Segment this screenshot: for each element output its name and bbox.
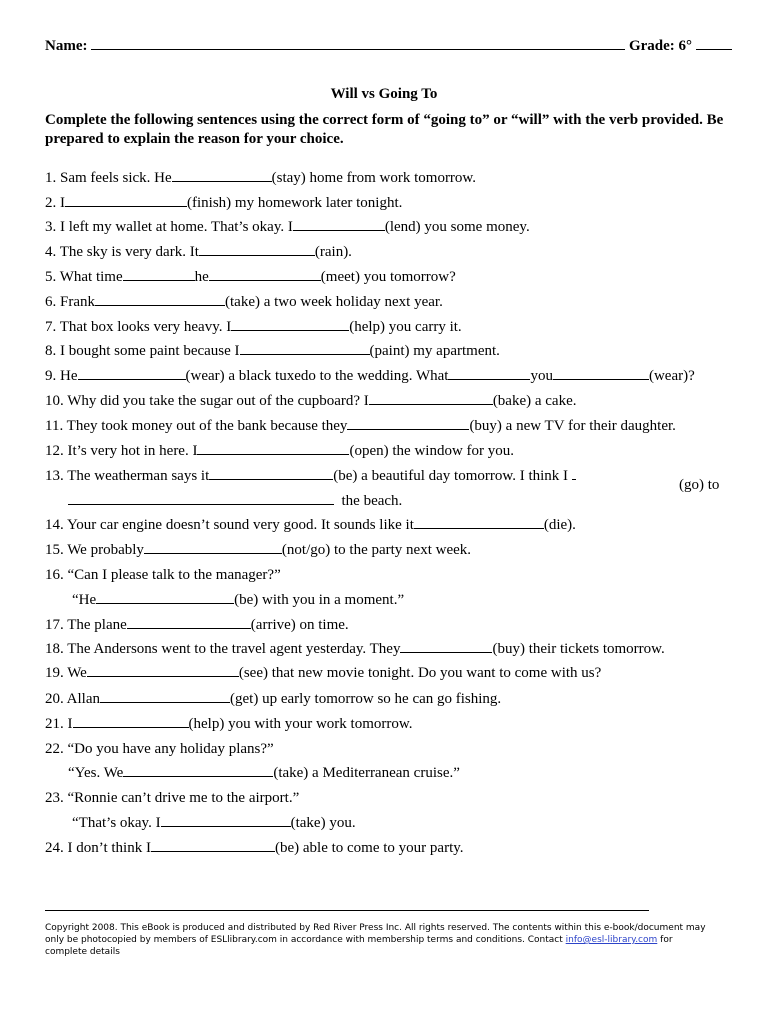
question-text: 5. What time <box>45 269 123 285</box>
question-22-answer <box>68 763 460 783</box>
question-text: 8. I bought some paint because I <box>45 343 240 359</box>
question-17 <box>45 615 349 635</box>
answer-blank[interactable] <box>95 292 225 306</box>
question-2 <box>45 193 402 213</box>
question-16 <box>45 565 281 585</box>
answer-blank[interactable] <box>123 267 195 281</box>
answer-blank[interactable] <box>87 663 239 677</box>
copyright-footer <box>45 922 715 958</box>
question-text: (bake) a cake. <box>492 393 577 409</box>
question-18 <box>45 639 665 659</box>
question-text: 22. “Do you have any holiday plans?” <box>45 741 274 757</box>
question-3 <box>45 217 530 237</box>
question-23 <box>45 788 299 808</box>
question-text: (get) up early tomorrow so he can go fishing. <box>230 691 502 707</box>
question-24 <box>45 838 464 858</box>
question-11 <box>45 416 676 436</box>
question-text: (be) able to come to your party. <box>274 840 464 856</box>
question-text: 14. Your car engine doesn’t sound very good. It sounds like it <box>45 517 414 533</box>
question-text: 24. I don’t think I <box>45 840 151 856</box>
question-text: (be) a beautiful day tomorrow. I think I <box>333 468 569 484</box>
question-4 <box>45 242 352 262</box>
question-14 <box>45 515 576 535</box>
footer-divider <box>45 910 649 911</box>
question-text: 16. “Can I please talk to the manager?” <box>45 567 281 583</box>
question-text: (paint) my apartment. <box>369 343 500 359</box>
answer-blank[interactable] <box>172 168 272 182</box>
question-text: 6. Frank <box>45 294 95 310</box>
question-16-answer <box>72 590 404 610</box>
question-21 <box>45 714 413 734</box>
question-text: (wear) a black tuxedo to the wedding. What <box>185 368 449 384</box>
answer-blank[interactable] <box>123 763 273 777</box>
question-text: (open) the window for you. <box>349 443 515 459</box>
question-text: (stay) home from work tomorrow. <box>271 170 477 186</box>
answer-blank[interactable] <box>240 341 370 355</box>
question-text: 21. I <box>45 716 73 732</box>
question-text: (take) a Mediterranean cruise.” <box>273 765 460 781</box>
answer-blank[interactable] <box>68 491 334 505</box>
question-8 <box>45 341 500 361</box>
question-text: the beach. <box>341 493 403 509</box>
question-15 <box>45 540 471 560</box>
question-text: 17. The plane <box>45 617 127 633</box>
question-text: (lend) you some money. <box>384 219 530 235</box>
instructions: Complete the following sentences using the correct form of “going to” or “will” with the verb provided. Be prepared to explain the reason for your choice. <box>45 112 724 147</box>
question-text: (take) a two week holiday next year. <box>225 294 443 310</box>
question-text: 3. I left my wallet at home. That’s okay. I <box>45 219 293 235</box>
question-text: (meet) you tomorrow? <box>320 269 456 285</box>
question-text: (be) with you in a moment.” <box>234 592 405 608</box>
question-text: you <box>530 368 553 384</box>
answer-blank[interactable] <box>144 540 282 554</box>
question-text: 23. “Ronnie can’t drive me to the airport.” <box>45 790 300 806</box>
question-text: (not/go) to the party next week. <box>281 542 472 558</box>
question-text: 11. They took money out of the bank because they <box>45 418 348 434</box>
answer-blank[interactable] <box>553 366 649 380</box>
question-text: 18. The Andersons went to the travel agent yesterday. They <box>45 641 401 657</box>
answer-blank[interactable] <box>127 615 251 629</box>
question-text: 13. The weatherman says it <box>45 468 210 484</box>
question-23-answer <box>72 813 356 833</box>
name-label: Name: <box>45 38 88 54</box>
question-5 <box>45 267 456 287</box>
question-9 <box>45 366 695 386</box>
grade-blank[interactable] <box>696 36 732 50</box>
header-row <box>45 36 735 55</box>
question-13-aside: (go) to <box>679 477 720 493</box>
question-10 <box>45 391 577 411</box>
question-20 <box>45 689 501 709</box>
question-text: 7. That box looks very heavy. I <box>45 319 232 335</box>
question-text: “Yes. We <box>68 765 124 781</box>
question-text: (help) you with your work tomorrow. <box>188 716 413 732</box>
question-22 <box>45 739 274 759</box>
answer-blank[interactable] <box>78 366 186 380</box>
answer-blank[interactable] <box>151 838 275 852</box>
answer-blank[interactable] <box>96 590 234 604</box>
answer-blank[interactable] <box>572 466 576 480</box>
answer-blank[interactable] <box>199 242 315 256</box>
question-text: 15. We probably <box>45 542 144 558</box>
question-text: “That’s okay. I <box>72 815 161 831</box>
question-text: 1. Sam feels sick. He <box>45 170 172 186</box>
question-text: 19. We <box>45 665 87 681</box>
answer-blank[interactable] <box>100 689 230 703</box>
answer-blank[interactable] <box>231 317 349 331</box>
question-text: (arrive) on time. <box>250 617 349 633</box>
question-text: 12. It’s very hot in here. I <box>45 443 198 459</box>
contact-email-link[interactable]: info@esl-library.com <box>565 935 658 945</box>
copyright-tail: for complete details <box>45 935 673 957</box>
question-text: he <box>194 269 209 285</box>
question-text: 10. Why did you take the sugar out of the cupboard? I <box>45 393 369 409</box>
answer-blank[interactable] <box>400 639 492 653</box>
grade-label: Grade: 6° <box>628 38 693 54</box>
name-blank[interactable] <box>91 36 625 50</box>
copyright-text: Copyright 2008. This eBook is produced and distributed by Red River Press Inc. All rights reserved. The contents within this e-book/document may only be photocopied by members of ESLlibrary.com in accordance with membership terms and conditions. Contact <box>45 923 706 945</box>
question-text: 9. He <box>45 368 78 384</box>
question-6 <box>45 292 443 312</box>
question-text: (take) you. <box>290 815 356 831</box>
answer-blank[interactable] <box>73 714 189 728</box>
answer-blank[interactable] <box>369 391 493 405</box>
question-text: (help) you carry it. <box>349 319 462 335</box>
question-13-continued <box>68 491 402 511</box>
answer-blank[interactable] <box>448 366 530 380</box>
question-text: (rain). <box>314 244 352 260</box>
question-text: (see) that new movie tonight. Do you want to come with us? <box>238 665 602 681</box>
answer-blank[interactable] <box>161 813 291 827</box>
question-text: 2. I <box>45 195 65 211</box>
answer-blank[interactable] <box>414 515 544 529</box>
question-text: (buy) their tickets tomorrow. <box>492 641 665 657</box>
question-1 <box>45 168 476 188</box>
question-12 <box>45 441 514 461</box>
question-19 <box>45 663 601 683</box>
question-13 <box>45 466 576 486</box>
answer-blank[interactable] <box>347 416 469 430</box>
answer-blank[interactable] <box>65 193 187 207</box>
question-text: (wear)? <box>648 368 695 384</box>
page-title: Will vs Going To <box>330 86 438 102</box>
answer-blank[interactable] <box>209 267 321 281</box>
question-text: 4. The sky is very dark. It <box>45 244 199 260</box>
question-7 <box>45 317 462 337</box>
answer-blank[interactable] <box>293 217 385 231</box>
answer-blank[interactable] <box>209 466 333 480</box>
question-text: (finish) my homework later tonight. <box>187 195 403 211</box>
question-text: (die). <box>543 517 576 533</box>
question-text: 20. Allan <box>45 691 100 707</box>
answer-blank[interactable] <box>197 441 349 455</box>
question-text: “He <box>72 592 97 608</box>
question-text: (buy) a new TV for their daughter. <box>469 418 676 434</box>
